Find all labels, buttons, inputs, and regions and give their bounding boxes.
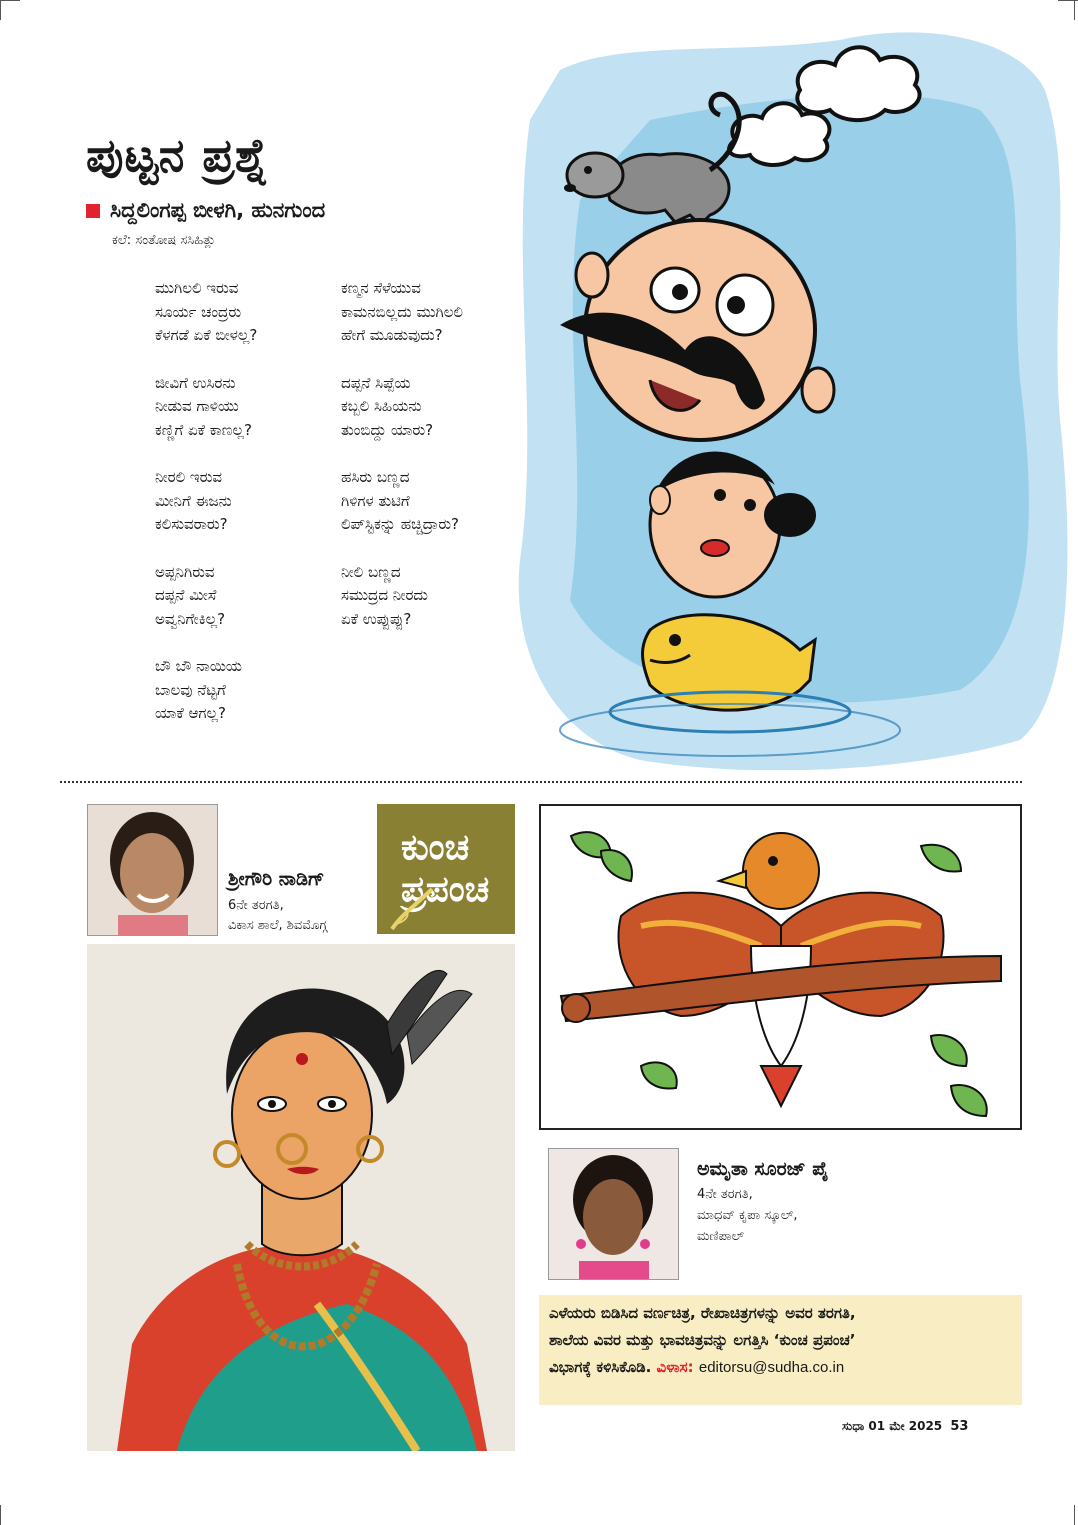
page-footer: [842, 1419, 968, 1434]
poem-line: ಹಸಿರು ಬಣ್ಣದ: [341, 468, 410, 486]
artist1-photo: [87, 804, 218, 936]
info-line3-row: [549, 1354, 1012, 1381]
painting-bird-frame: [539, 804, 1022, 1130]
stanza: [341, 372, 463, 443]
poem-right-column: [341, 277, 463, 655]
poem-line: ಸಮುದ್ರದ ನೀರದು: [341, 586, 428, 604]
crop-mark: [0, 1505, 1, 1525]
art-credit: ಕಲೆ: ಸಂತೋಷ ಸಸಿಹಿತ್ಲು: [112, 233, 216, 248]
girl-portrait-icon: [88, 805, 217, 935]
poem-title: ಪುಟ್ಟನ ಪ್ರಶ್ನೆ: [86, 128, 270, 182]
stanza: [341, 277, 463, 348]
kuncha-prapancha-logo: [377, 804, 515, 934]
poem-line: ನೀರಲಿ ಇರುವ: [155, 468, 223, 486]
poem-line: ಲಿಪ್‌ಸ್ಟಿಕನ್ನು ಹಚ್ಚಿದ್ರಾರು?: [341, 515, 460, 533]
poem-line: ಕೆಳಗಡೆ ಏಕೆ ಬೀಳಲ್ಲ?: [155, 326, 258, 344]
stanza: [341, 561, 463, 632]
poem-line: ಗಿಳಿಗಳ ತುಟಿಗೆ: [341, 491, 410, 510]
logo-line1: ಕುಂಚ: [401, 827, 470, 868]
submission-info-box: [539, 1295, 1022, 1405]
poem-line: ಹೇಗೆ ಮೂಡುವುದು?: [341, 326, 443, 344]
poem-line: ಏಕೆ ಉಪ್ಪುಪ್ಪು?: [341, 609, 412, 628]
crop-mark: [0, 0, 1, 20]
info-line2: ಶಾಲೆಯ ವಿವರ ಮತ್ತು ಭಾವಚಿತ್ರವನ್ನು ಲಗತ್ತಿಸಿ ‘ಕುಂಚ ಪ್ರಪಂಚ’: [549, 1331, 856, 1349]
info-line1: ಎಳೆಯರು ಬಿಡಿಸಿದ ವರ್ಣಚಿತ್ರ, ರೇಖಾಚಿತ್ರಗಳನ್ನು ಅವರ ತರಗತಿ,: [549, 1304, 856, 1322]
crop-mark: [1074, 1505, 1075, 1525]
poem-line: ಬಾಲವು ನೆಟ್ಟಗೆ: [155, 680, 226, 699]
poem-line: ಅವ್ವನಿಗೇಕಿಲ್ಲ?: [155, 609, 226, 628]
poem-line: ಕಣ್ಮನ ಸೆಳೆಯುವ: [341, 279, 421, 297]
poem-left-column: [155, 277, 257, 750]
poem-line: ಸೂರ್ಯ ಚಂದ್ರರು: [155, 302, 242, 321]
poem-author: ಸಿದ್ದಲಿಂಗಪ್ಪ ಬೀಳಗಿ, ಹುನಗುಂದ: [110, 198, 326, 222]
artist1-grade: 6ನೇ ತರಗತಿ,: [228, 898, 284, 913]
artist2-place: ಮಣಿಪಾಲ್: [697, 1229, 745, 1244]
stanza: [155, 277, 257, 348]
poem-line: ಅಪ್ಪನಿಗಿರುವ: [155, 562, 215, 581]
poem-line: ನೀಡುವ ಗಾಳಿಯು: [155, 397, 239, 415]
poem-author-byline: [86, 198, 325, 223]
girl-portrait-icon: [549, 1149, 678, 1279]
artist1-name: ಶ್ರೀಗೌರಿ ನಾಡಿಗ್: [228, 868, 325, 890]
poem-line: ದಪ್ಪನೆ ಸಿಪ್ಪೆಯ: [341, 373, 411, 392]
poem-line: ಕಲಿಸುವರಾರು?: [155, 515, 228, 533]
logo-line2: ಪ್ರಪಂಚ: [401, 869, 490, 910]
poem-line: ಕಬ್ಬಲಿ ಸಿಹಿಯನು: [341, 397, 422, 415]
page-number: 53: [950, 1419, 969, 1434]
stanza: [155, 372, 257, 443]
painting-bird-on-branch: [541, 806, 1020, 1128]
painting-woman-portrait: [87, 944, 515, 1451]
poem-line: ನೀಲಿ ಬಣ್ಣದ: [341, 562, 401, 581]
poem-line: ಬೌ ಬೌ ನಾಯಿಯ: [155, 657, 242, 675]
issue-label: ಸುಧಾ 01 ಮೇ 2025: [842, 1419, 943, 1433]
stanza: [155, 466, 257, 537]
artist2-school: ಮಾಧವ್ ಕೃಪಾ ಸ್ಕೂಲ್,: [697, 1208, 798, 1223]
artist2-name: ಅಮೃತಾ ಸೂರಜ್ ಪೈ: [697, 1158, 829, 1180]
poem-cartoon-illustration: [500, 0, 1078, 770]
poem-line: ಮೀನಿಗೆ ಈಜನು: [155, 491, 232, 510]
poem-line: ದಪ್ಪನೆ ಮೀಸೆ: [155, 586, 217, 604]
poem-line: ಮುಗಿಲಲಿ ಇರುವ: [155, 279, 239, 297]
section-divider: [60, 781, 1022, 783]
red-square-bullet: [86, 204, 100, 218]
artist1-school: ವಿಕಾಸ ಶಾಲೆ, ಶಿವಮೊಗ್ಗ: [228, 918, 328, 933]
crop-mark: [0, 0, 20, 1]
email-address[interactable]: editorsu@sudha.co.in: [698, 1359, 845, 1376]
stanza: [341, 466, 463, 537]
info-line3: ವಿಭಾಗಕ್ಕೆ ಕಳಿಸಿಕೊಡಿ.: [549, 1358, 652, 1376]
poem-line: ಕಣ್ಣಿಗೆ ಏಕೆ ಕಾಣಲ್ಲ?: [155, 420, 252, 439]
poem-line: ಯಾಕೆ ಆಗಲ್ಲ?: [155, 704, 226, 722]
poem-line: ತುಂಬಿದ್ದು ಯಾರು?: [341, 420, 434, 439]
stanza: [155, 655, 257, 726]
artist2-photo: [548, 1148, 679, 1280]
paintbrush-icon: [387, 884, 437, 934]
email-label: ವಿಳಾಸ:: [656, 1358, 694, 1376]
artist2-grade: 4ನೇ ತರಗತಿ,: [697, 1187, 753, 1202]
stanza: [155, 561, 257, 632]
poem-line: ಕಾಮನಬಿಲ್ಲದು ಮುಗಿಲಲಿ: [341, 302, 463, 321]
poem-line: ಜೀವಿಗೆ ಉಸಿರನು: [155, 373, 236, 392]
